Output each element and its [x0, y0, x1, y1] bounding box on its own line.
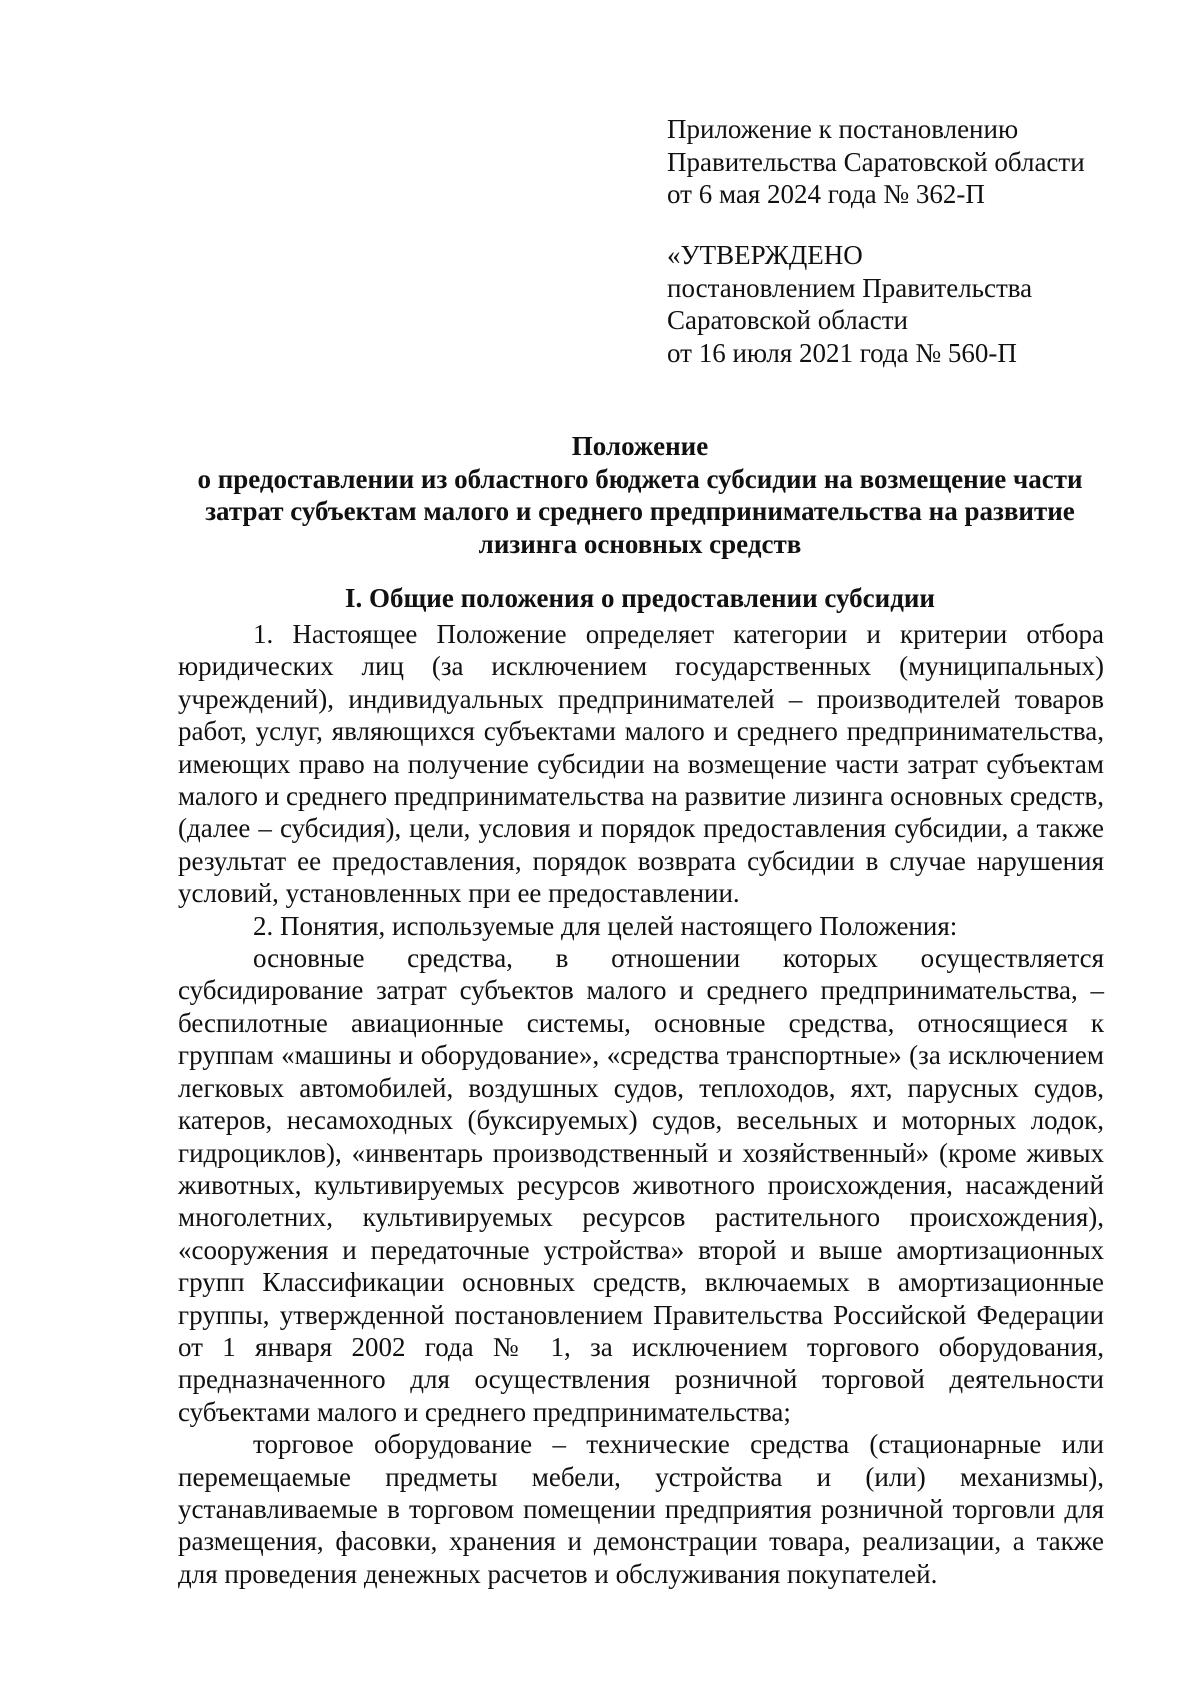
title-line-1: Положение — [571, 431, 709, 461]
paragraph-trade-equipment-definition: торговое оборудование – технические средства (стационарные или перемещаемые предметы мебели, устройства и (или) механизмы), устанавливаемые в торговом помещении предприятия розничной торговли для размещения, фасовки, хранения и демонстрации товара, реализации, а также для проведения денежных расчетов и обслуживания покупателей. — [178, 1429, 1104, 1589]
approved-line-2: постановлением Правительства — [667, 272, 1033, 303]
section-heading: I. Общие положения о предоставлении субсидии — [345, 583, 935, 613]
approved-line-1: «УТВЕРЖДЕНО — [667, 240, 863, 270]
paragraph-fixed-assets-definition: основные средства, в отношении которых осуществляется субсидирование затрат субъектов малого и среднего предпринимательства, – беспилотные авиационные системы, основные средства, относящиеся к группам «машины и оборудование», «средства транспортные» (за исключением легковых автомобилей, воздушных судов, теплоходов, яхт, парусных судов, катеров, несамоходных (буксируемых) судов, весельных и моторных лодок, гидроциклов), «инвентарь производственный и хозяйственный» (кроме живых животных, культивируемых ресурсов животного происхождения, насаждений многолетних, культивируемых ресурсов растительного происхождения), «сооружения и передаточные устройства» второй и выше амортизационных групп Классификации основных средств, включаемых в амортизационные группы, утвержденной постановлением Правительства Российской Федерации от 1 января 2002 года № 1, за исключением торгового оборудования, предназначенного для осуществления розничной торговой деятельности субъектами малого и среднего предпринимательства; — [178, 943, 1104, 1427]
appendix-line-3: от 6 мая 2024 года № 362-П — [667, 179, 985, 209]
paragraph-1: 1. Настоящее Положение определяет категории и критерии отбора юридических лиц (за исключением государственных (муниципальных) учреждений), индивидуальных предпринимателей – производителей товаров работ, услуг, являющихся субъектами малого и среднего предпринимательства, имеющих право на получение субсидии на возмещение части затрат субъектам малого и среднего предпринимательства на развитие лизинга основных средств, (далее – субсидия), цели, условия и порядок предоставления субсидии, а также результат ее предоставления, порядок возврата субсидии в случае нарушения условий, установленных при ее предоставлении. — [178, 619, 1104, 909]
title-line-3: затрат субъектам малого и среднего предпринимательства на развитие — [205, 496, 1075, 526]
approval-stamp-text — [667, 239, 1147, 369]
title-line-2: о предоставлении из областного бюджета субсидии на возмещение части — [197, 463, 1083, 494]
paragraph-2: 2. Понятия, используемые для целей настоящего Положения: — [253, 910, 958, 941]
document-title — [170, 430, 1110, 560]
appendix-reference — [667, 113, 1147, 211]
document-body — [178, 618, 1104, 1590]
appendix-line-1: Приложение к постановлению — [667, 114, 1019, 144]
approved-line-3: Саратовской области — [667, 305, 908, 335]
title-line-4: лизинга основных средств — [478, 528, 802, 559]
appendix-line-2: Правительства Саратовской области — [667, 146, 1085, 177]
approved-line-4: от 16 июля 2021 года № 560-П — [667, 337, 1017, 368]
